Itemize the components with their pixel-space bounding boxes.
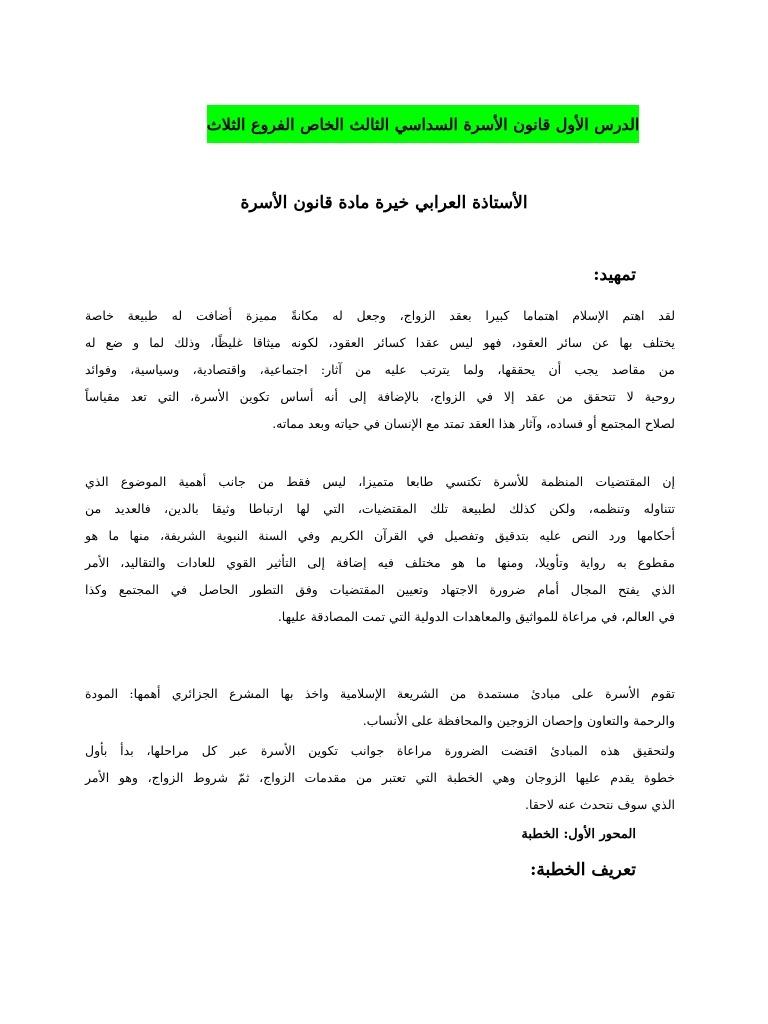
paragraph-line: مقطوع به رواية وتأويلا، ومنها ما هو مختلف فيه إضافة إلى التأثير القوي للعادات والتقاليد، الأمر [85, 555, 675, 570]
paragraph-line: الذي سوف نتحدث عنه لاحقا. [525, 797, 675, 812]
teacher-subject-subtitle: الأستاذة العرابي خيرة مادة قانون الأسرة [240, 193, 528, 213]
paragraph-line: لصلاح المجتمع أو فساده، وآثار هذا العقد تمتد مع الإنسان في حياته وبعد مماته. [272, 416, 675, 431]
lesson-title-banner [207, 105, 639, 143]
intro-heading: تمهيد: [593, 265, 636, 285]
paragraph-4 [85, 737, 675, 818]
paragraph-1 [85, 302, 675, 437]
axis-one-label: المحور الأول: الخطبة [521, 827, 636, 842]
paragraph-line: تتناوله وتنظمه، ولكن كذلك لطبيعة تلك المقتضيات، التي لها ارتباطا وثيقا بالدين، فالعديد من [85, 501, 675, 516]
paragraph-line: تقوم الأسرة على مبادئ مستمدة من الشريعة الإسلامية واخذ بها المشرع الجزائري أهمها: المودة [85, 686, 675, 701]
paragraph-line: خطوة يقدم عليها الزوجان وهي الخطبة التي تعتبر من مقدمات الزواج، ثمّ شروط الزواج، وهو الأمر [85, 770, 675, 785]
paragraph-line: أحكامها ورد النص عليه بتدقيق وتفصيل في القرآن الكريم وفي السنة النبوية الشريفة، منها ما هو [85, 528, 675, 543]
paragraph-line: من مقاصد يجب أن يحققها، ولما يترتب عليه من آثار: اجتماعية، واقتصادية، وسياسية، وفوائد [85, 362, 675, 377]
paragraph-line: إن المقتضيات المنظمة للأسرة تكتسي طابعا متميزا، ليس فقط من جانب أهمية الموضوع الذي [85, 474, 675, 489]
paragraph-line: الذي يفتح المجال أمام ضرورة الاجتهاد وتعيين المقتضيات وفق التطور الحاصل في المجتمع وكذا [85, 582, 675, 597]
lesson-title: الدرس الأول قانون الأسرة السداسي الثالث الخاص الفروع الثلاث [206, 114, 640, 134]
paragraph-line: في العالم، في مراعاة للمواثيق والمعاهدات الدولية التي تمت المصادقة عليها. [277, 609, 675, 624]
definition-heading: تعريف الخطبة: [530, 860, 636, 880]
paragraph-3 [85, 680, 675, 734]
paragraph-line: يختلف بها عن سائر العقود، فهو ليس عقدا كسائر العقود، لكونه ميثاقا غليظًا، وذلك لما و ضع له [85, 335, 675, 350]
paragraph-2 [85, 468, 675, 630]
paragraph-line: لقد اهتم الإسلام اهتماما كبيرا بعقد الزواج، وجعل له مكانةً مميزة أضافت له طبيعة خاصة [85, 308, 675, 323]
paragraph-line: روحية لا تتحقق من عقد إلا في الزواج، بالإضافة إلى أنه أساس تكوين الأسرة، التي تعد مقياساً [85, 389, 675, 404]
paragraph-line: والرحمة والتعاون وإحصان الزوجين والمحافظة على الأنساب. [362, 713, 675, 728]
paragraph-line: ولتحقيق هذه المبادئ اقتضت الضرورة مراعاة جوانب تكوين الأسرة عبر كل مراحلها، بدأ بأول [85, 743, 675, 758]
